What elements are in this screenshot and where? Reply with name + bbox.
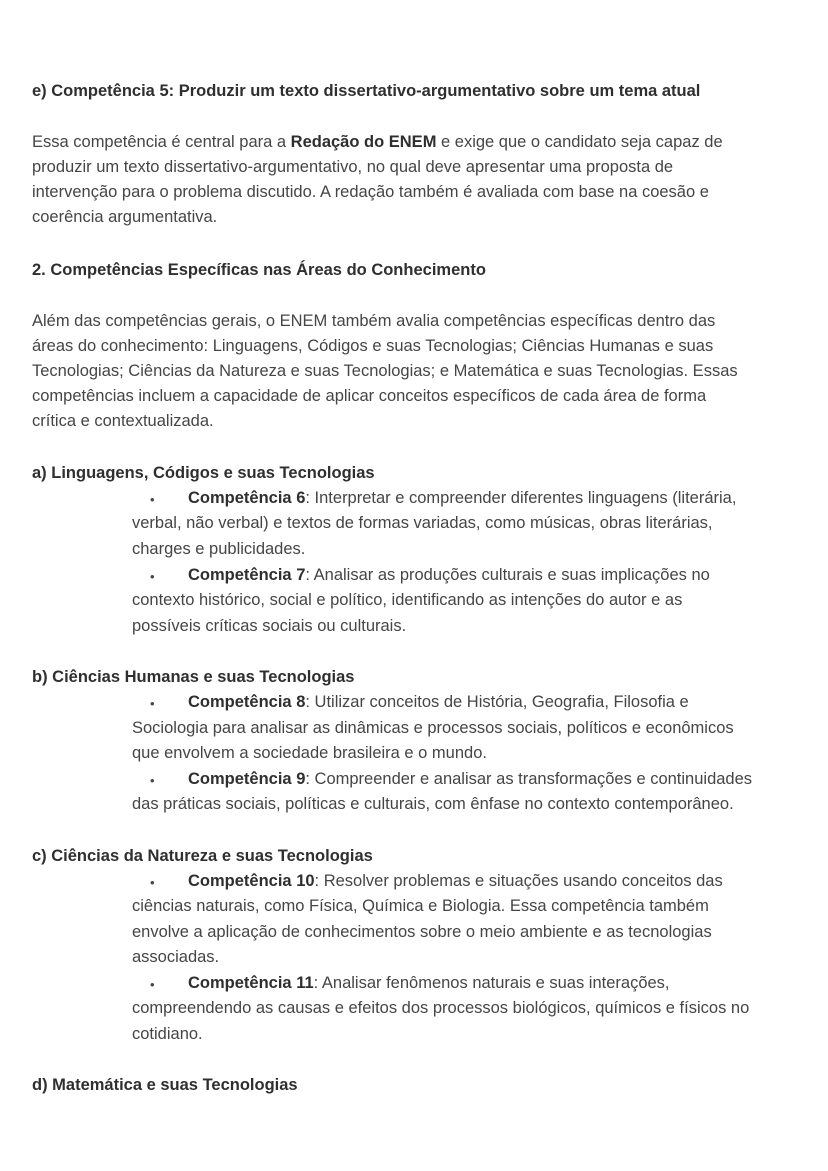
section-2-para-line-5: crítica e contextualizada. [32, 412, 214, 430]
bullet-icon: • [150, 569, 155, 584]
competencia-7-line-3: possíveis críticas sociais ou culturais. [132, 617, 407, 635]
competencia-9-line-1 [188, 770, 752, 789]
competencia-7-line-1 [188, 566, 710, 585]
competencia-10-line-3: envolve a aplicação de conhecimentos sobre o meio ambiente e as tecnologias [132, 923, 712, 941]
area-b-heading: b) Ciências Humanas e suas Tecnologias [32, 668, 355, 686]
section-e-heading: e) Competência 5: Produzir um texto dissertativo-argumentativo sobre um tema atual [32, 82, 701, 100]
competencia-label: Competência 11 [188, 974, 314, 992]
section-e-para-line-4: coerência argumentativa. [32, 208, 218, 226]
competencia-10-line-2: ciências naturais, como Física, Química e Biologia. Essa competência também [132, 897, 709, 915]
competencia-11-line-1 [188, 974, 670, 993]
text: : Analisar fenômenos naturais e suas interações, [313, 974, 670, 992]
text: : Analisar as produções culturais e suas implicações no [305, 566, 710, 584]
section-2-para-line-4: competências incluem a capacidade de aplicar conceitos específicos de cada área de forma [32, 387, 707, 405]
competencia-11-line-2: compreendendo as causas e efeitos dos processos biológicos, químicos e físicos no [132, 999, 750, 1017]
competencia-6-line-3: charges e publicidades. [132, 540, 306, 558]
text: : Interpretar e compreender diferentes linguagens (literária, [305, 489, 737, 507]
section-2-heading: 2. Competências Específicas nas Áreas do Conhecimento [32, 261, 486, 279]
section-2-para-line-2: áreas do conhecimento: Linguagens, Códigos e suas Tecnologias; Ciências Humanas e suas [32, 337, 714, 355]
competencia-label: Competência 10 [188, 872, 315, 890]
competencia-10-line-1 [188, 872, 723, 891]
competencia-8-line-1 [188, 693, 689, 712]
competencia-label: Competência 8 [188, 693, 306, 711]
bold-text: Redação do ENEM [290, 133, 437, 151]
competencia-label: Competência 7 [188, 566, 306, 584]
bullet-icon: • [150, 696, 155, 711]
area-c-heading: c) Ciências da Natureza e suas Tecnologias [32, 847, 373, 865]
competencia-label: Competência 6 [188, 489, 306, 507]
competencia-6-line-1 [188, 489, 736, 508]
area-a-heading: a) Linguagens, Códigos e suas Tecnologias [32, 464, 375, 482]
section-2-para-line-1: Além das competências gerais, o ENEM também avalia competências específicas dentro das [32, 312, 716, 330]
section-e-para-line-1 [32, 133, 723, 152]
text: : Utilizar conceitos de História, Geografia, Filosofia e [305, 693, 689, 711]
bullet-icon: • [150, 773, 155, 788]
section-e-para-line-3: intervenção para o problema discutido. A redação também é avaliada com base na coesão e [32, 183, 709, 201]
text: : Compreender e analisar as transformações e continuidades [305, 770, 753, 788]
competencia-11-line-3: cotidiano. [132, 1025, 203, 1043]
competencia-7-line-2: contexto histórico, social e político, identificando as intenções do autor e as [132, 591, 683, 609]
competencia-10-line-4: associadas. [132, 948, 220, 966]
text: e exige que o candidato seja capaz de [436, 133, 723, 151]
area-d-heading: d) Matemática e suas Tecnologias [32, 1076, 298, 1094]
text: : Resolver problemas e situações usando conceitos das [314, 872, 723, 890]
competencia-9-line-2: das práticas sociais, políticas e culturais, com ênfase no contexto contemporâneo. [132, 795, 734, 813]
competencia-6-line-2: verbal, não verbal) e textos de formas variadas, como músicas, obras literárias, [132, 514, 713, 532]
competencia-label: Competência 9 [188, 770, 306, 788]
competencia-8-line-2: Sociologia para analisar as dinâmicas e processos sociais, políticos e econômicos [132, 719, 734, 737]
section-e-para-line-2: produzir um texto dissertativo-argumentativo, no qual deve apresentar uma proposta de [32, 158, 674, 176]
text: Essa competência é central para a [32, 133, 291, 151]
competencia-8-line-3: que envolvem a sociedade brasileira e o mundo. [132, 744, 487, 762]
bullet-icon: • [150, 875, 155, 890]
bullet-icon: • [150, 977, 155, 992]
bullet-icon: • [150, 492, 155, 507]
section-2-para-line-3: Tecnologias; Ciências da Natureza e suas Tecnologias; e Matemática e suas Tecnologias. Essas [32, 362, 738, 380]
